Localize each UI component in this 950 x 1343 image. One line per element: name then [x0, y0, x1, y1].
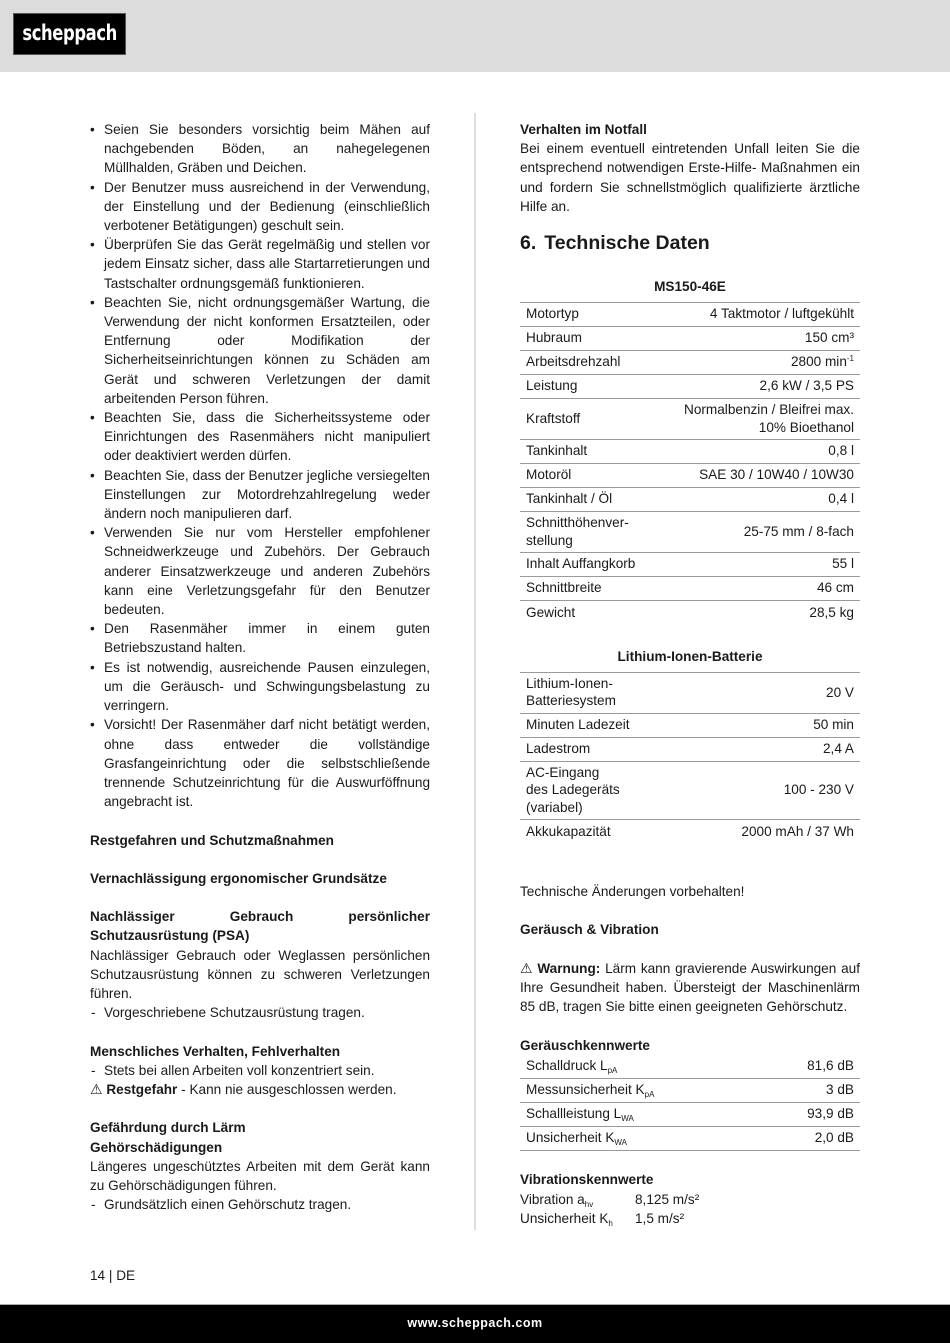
bullet-item: • Seien Sie besonders vorsichtig beim Mähen auf nachgebenden Böden, an nahegelegenen Müllhalden, Gräben und Deichen. [90, 120, 430, 178]
noise-value: 93,9 dB [760, 1103, 860, 1127]
section-heading [520, 231, 860, 255]
spec-label: Motortyp [520, 303, 656, 327]
subscript: WA [621, 1114, 634, 1124]
scheppach-logo [13, 13, 126, 55]
table-row [520, 375, 860, 399]
vibration-label: Unsicherheit $K_h$ [520, 1210, 613, 1228]
spec-label: Tankinhalt [520, 440, 656, 464]
verhalten-dash-item: - Stets bei allen Arbeiten voll konzentriert sein. [90, 1061, 430, 1080]
footer-bar [0, 1305, 950, 1343]
bullet-item: • Beachten Sie, dass der Benutzer jegliche versiegelten Einstellungen zur Motordrehzahlregelung weder ändern noch manipulieren darf. [90, 466, 430, 524]
bullet-item: • Verwenden Sie nur vom Hersteller empfohlener Schneidwerkzeuge und Zubehörs. Der Gebrauch anderer Einsatzwerkzeuge und anderen Zubehörs kann eine Verletzungsgefahr für den Benutzer bedeuten. [90, 523, 430, 619]
spec-value: 2,6 kW / 3,5 PS [656, 375, 860, 399]
warning-label: Warnung: [537, 960, 601, 976]
spec-label: Inhalt Auffangkorb [520, 553, 656, 577]
bullet-item: • Beachten Sie, nicht ordnungsgemäßer Wartung, die Verwendung der nicht konformen Ersatzteilen, oder Entfernung oder Modifikation der Sicherheitseinrichtungen können zu Schäden am Gerät und schweren Verletzungen der damit arbeitenden Person führen. [90, 293, 430, 408]
table-row [520, 601, 860, 625]
battery-value: 2,4 A [684, 737, 860, 761]
restgefahr-text: - Kann nie ausgeschlossen werden. [177, 1082, 397, 1098]
page-separator: | [108, 1268, 113, 1283]
spec-label: Schnittbreite [520, 577, 656, 601]
noise-value: 2,0 dB [760, 1127, 860, 1151]
notfall-heading: Verhalten im Notfall [520, 122, 647, 137]
laerm-text: Längeres ungeschütztes Arbeiten mit dem Gerät kann zu Gehörschädigungen führen. [90, 1158, 430, 1194]
notfall-text: Bei einem eventuell eintretenden Unfall leiten Sie die entsprechend notwendigen Erste-Hilfe- Maßnahmen ein und fordern Sie schnellstmöglich qualifizierte ärztliche Hilfe an. [520, 141, 860, 214]
battery-label: Akkukapazität [520, 820, 684, 844]
psa-text: Nachlässiger Gebrauch oder Weglassen persönlichen Schutzausrüstung können zu schweren Verletzungen führen. [90, 947, 430, 1002]
spec-value: 25-75 mm / 8-fach [656, 512, 860, 553]
subscript: hv [584, 1199, 594, 1209]
table-row [520, 464, 860, 488]
spec-label: Arbeitsdrehzahl [520, 351, 656, 375]
table-row [520, 399, 860, 440]
bullet-item: • Vorsicht! Der Rasenmäher darf nicht betätigt werden, ohne dass entweder die vollständige Grasfangeinrichtung oder die selbstschließende trennende Schutzeinrichtung für die Auswurföffnung angebracht ist. [90, 715, 430, 811]
warning-icon: ⚠ [520, 959, 533, 976]
spec-value: 0,4 l [656, 488, 860, 512]
spec-value: SAE 30 / 10W40 / 10W30 [656, 464, 860, 488]
ergonomie-heading: Vernachlässigung ergonomischer Grundsätze [90, 870, 387, 886]
battery-label: AC-Eingang des Ladegeräts (variabel) [520, 761, 684, 820]
spec-value: 46 cm [656, 577, 860, 601]
table-row [520, 351, 860, 375]
table-row [520, 1103, 860, 1127]
spec-value: 2800 $\min^{-1}$ [656, 351, 860, 375]
table-row [520, 488, 860, 512]
page-language: DE [116, 1268, 136, 1283]
spec-table [520, 302, 860, 625]
battery-label: Ladestrom [520, 737, 684, 761]
spec-value: 4 Taktmotor / luftgekühlt [656, 303, 860, 327]
bullet-item: • Überprüfen Sie das Gerät regelmäßig und stellen vor jedem Einsatz sicher, dass alle Startarretierungen und Tastschalter ordnungsgemäß funktionieren. [90, 235, 430, 293]
bullet-item: • Es ist notwendig, ausreichende Pausen einzulegen, um die Geräusch- und Schwingungsbelastung zu verringern. [90, 658, 430, 716]
spec-label: Hubraum [520, 327, 656, 351]
changes-note: Technische Änderungen vorbehalten! [520, 883, 745, 899]
subscript: pA [644, 1090, 655, 1100]
vibration-row [520, 1190, 860, 1209]
spec-value: 0,8 l [656, 440, 860, 464]
bullet-item: • Beachten Sie, dass die Sicherheitssysteme oder Einrichtungen des Rasenmähers nicht manipuliert oder deaktiviert werden dürfen. [90, 408, 430, 466]
spec-label: Gewicht [520, 601, 656, 625]
safety-bullet-list [90, 120, 430, 811]
left-column [90, 120, 430, 1215]
vibration-row [520, 1209, 860, 1228]
spec-table-title: MS150-46E [654, 279, 726, 295]
gehoerschaeden-heading: Gehörschädigungen [90, 1139, 223, 1155]
logo-text: scheppach [22, 21, 117, 46]
table-row [520, 577, 860, 601]
column-divider [474, 113, 476, 1230]
spec-label: Motoröl [520, 464, 656, 488]
battery-label: Lithium-Ionen- Batteriesystem [520, 672, 684, 713]
table-row [520, 713, 860, 737]
noise-label: Schalldruck $L_{pA}$ [526, 1058, 618, 1076]
bullet-item: • Den Rasenmäher immer in einem guten Betriebszustand halten. [90, 619, 430, 657]
table-row [520, 440, 860, 464]
header-band [0, 0, 950, 72]
vibration-values [520, 1190, 860, 1228]
spec-value: 28,5 kg [656, 601, 860, 625]
restgefahr-warning [90, 1080, 430, 1099]
psa-dash-item: - Vorgeschriebene Schutzausrüstung tragen. [90, 1003, 430, 1022]
spec-value: 150 cm³ [656, 327, 860, 351]
spec-label: Leistung [520, 375, 656, 399]
battery-value: 100 - 230 V [684, 761, 860, 820]
noise-table [520, 1055, 860, 1152]
page-number-value: 14 [90, 1268, 106, 1283]
battery-value: 20 V [684, 672, 860, 713]
bullet-item: • Der Benutzer muss ausreichend in der Verwendung, der Einstellung und der Bedienung (einschließlich verbotener Betätigungen) geschult sein. [90, 178, 430, 236]
noise-label: Unsicherheit $K_{WA}$ [520, 1127, 760, 1151]
superscript: -1 [846, 354, 854, 364]
noise-label: Schallleistung $L_{WA}$ [520, 1103, 760, 1127]
subscript: h [608, 1218, 613, 1228]
battery-value: 2000 mAh / 37 Wh [684, 820, 860, 844]
table-row [520, 303, 860, 327]
table-row [520, 820, 860, 844]
battery-label: Minuten Ladezeit [520, 713, 684, 737]
noise-value: 3 dB [760, 1079, 860, 1103]
spec-label: Schnitthöhenver- stellung [520, 512, 656, 553]
spec-label: Kraftstoff [520, 399, 656, 440]
table-row [520, 1127, 860, 1151]
noise-table-title: Geräuschkennwerte [520, 1037, 650, 1053]
noise-label: Messunsicherheit $K_{pA}$ [520, 1079, 760, 1103]
warning-icon: ⚠ [90, 1081, 103, 1098]
right-column [520, 120, 860, 1228]
section-title: Technische Daten [544, 232, 710, 255]
restgefahren-heading: Restgefahren und Schutzmaßnahmen [90, 832, 334, 848]
vibration-label: Vibration $a_{hv}$ [520, 1191, 594, 1209]
footer-url: www.scheppach.com [407, 1316, 543, 1330]
spec-value: Normalbenzin / Bleifrei max. 10% Bioethanol [656, 399, 860, 440]
battery-value: 50 min [684, 713, 860, 737]
table-row [520, 553, 860, 577]
battery-table-title: Lithium-Ionen-Batterie [617, 648, 763, 664]
noise-vibration-heading: Geräusch & Vibration [520, 922, 659, 938]
table-row [520, 512, 860, 553]
verhalten-heading: Menschliches Verhalten, Fehlverhalten [90, 1043, 341, 1059]
warning-text: Lärm kann gravierende Auswirkungen auf Ihre Gesundheit haben. Übersteigt der Maschinenlärm 85 dB, tragen Sie bitte einen geeigneten Gehörschutz. [520, 960, 860, 1015]
table-row [520, 672, 860, 713]
psa-heading: Nachlässiger Gebrauch persönlicher Schutzausrüstung (PSA) [90, 909, 430, 944]
restgefahr-label: Restgefahr [106, 1082, 178, 1098]
table-row [520, 1079, 860, 1103]
table-row [520, 737, 860, 761]
page-number [90, 1266, 135, 1285]
section-number: 6. [520, 232, 537, 255]
spec-label: Tankinhalt / Öl [520, 488, 656, 512]
subscript: pA [607, 1066, 618, 1076]
subscript: WA [614, 1138, 627, 1148]
battery-table [520, 672, 860, 844]
vibration-value: 8,125 m/s² [635, 1191, 700, 1207]
noise-value: 81,6 dB [807, 1058, 854, 1074]
laerm-heading: Gefährdung durch Lärm [90, 1120, 246, 1136]
table-row [520, 1055, 860, 1079]
table-row [520, 327, 860, 351]
laerm-dash-item: - Grundsätzlich einen Gehörschutz tragen. [90, 1195, 430, 1214]
vibration-value: 1,5 m/s² [635, 1210, 685, 1226]
vibration-title: Vibrationskennwerte [520, 1172, 654, 1188]
table-row [520, 761, 860, 820]
spec-value: 55 l [656, 553, 860, 577]
noise-warning [520, 959, 860, 1017]
